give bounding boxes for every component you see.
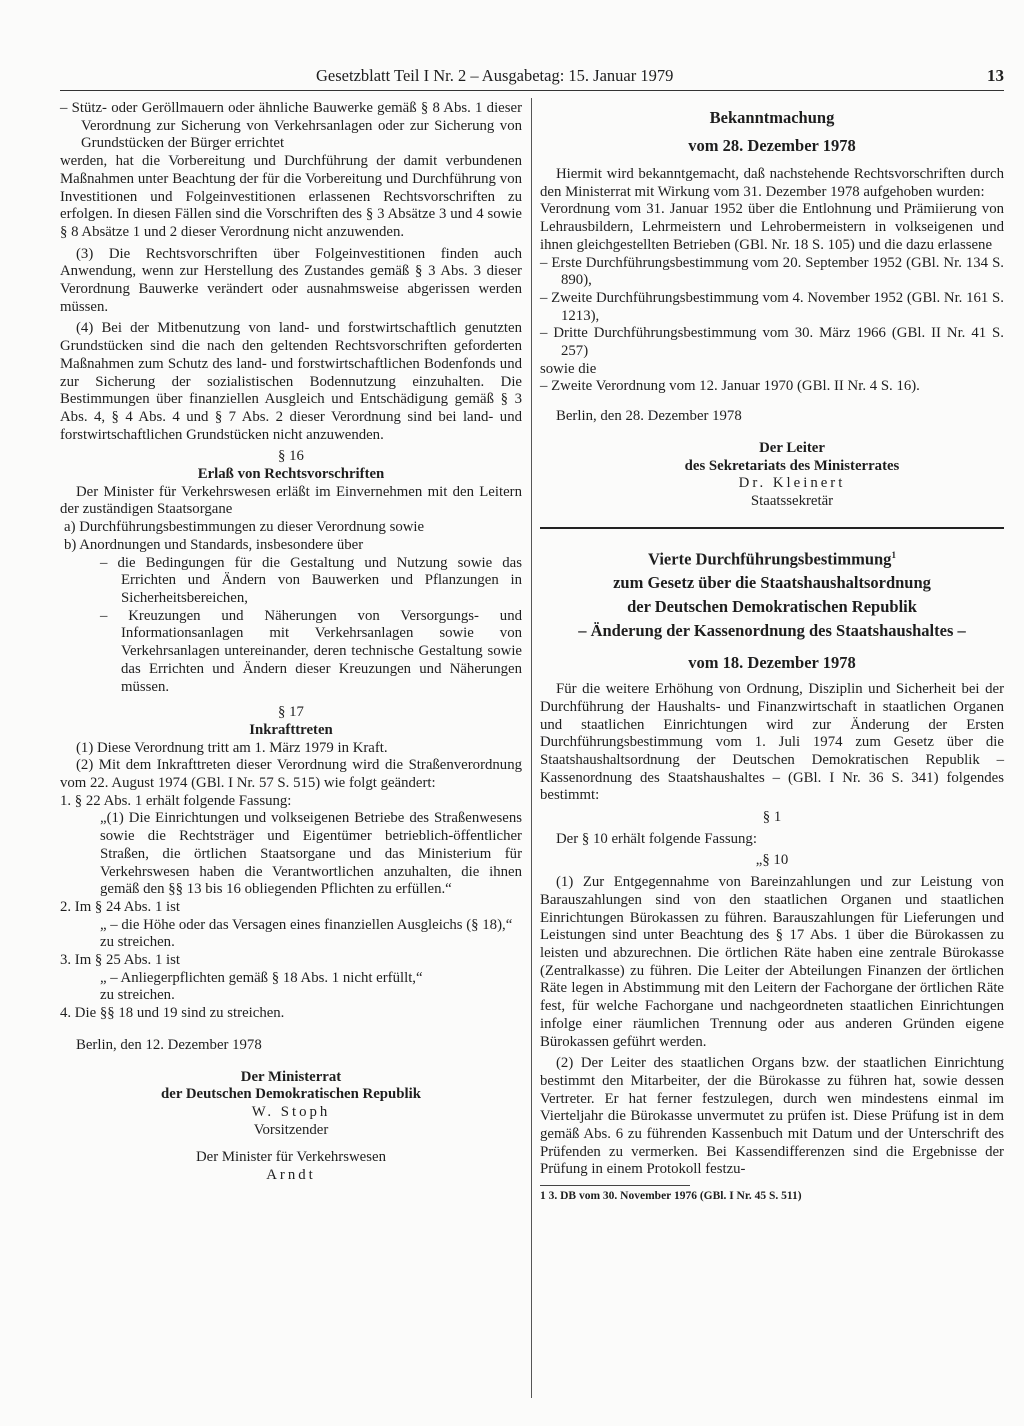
paragraph: (2) Mit dem Inkrafttreten dieser Verordnung wird die Straßenverordnung vom 22. August 1974 (GBl. I Nr. 57 S. 515) wie folgt geändert: (60, 757, 522, 792)
paragraph: Für die weitere Erhöhung von Ordnung, Disziplin und Sicherheit bei der Durchführung der Haushalts- und Finanzwirtschaft in staatlichen Organen und staatlichen Einrichtungen wird zur Änderung der Ersten Durchführungsbestimmung vom 1. Juli 1974 zum Gesetz über die Staatshaushaltsordnung der Deutschen Demokratischen Republik – Kassenordnung des Staatshaushaltes – (GBl. I Nr. 36 S. 341) folgendes bestimmt: (540, 681, 1004, 804)
column-divider (531, 98, 532, 1398)
decree-title: der Deutschen Demokratischen Republik (627, 597, 917, 617)
footnote-rule (540, 1185, 690, 1186)
page-header (0, 66, 1024, 88)
section-title: Inkrafttreten (249, 721, 333, 738)
list-item: 1. § 22 Abs. 1 erhält folgende Fassung: (60, 792, 292, 809)
signature-line: der Deutschen Demokratischen Republik (161, 1086, 421, 1103)
place-date: Berlin, den 12. Dezember 1978 (76, 1036, 262, 1053)
signature-name: Arndt (266, 1167, 316, 1184)
decree-subtitle: – Änderung der Kassenordnung des Staatshaushaltes – (578, 621, 966, 641)
paragraph: Verordnung vom 31. Januar 1952 über die Entlohnung und Prämiierung von Lehrausbildern, Lehrmeistern und Lehrobermeistern in volkseigenen und ihnen gleichgestellten Betrieben (GBl. Nr. 18 S. 105) und die dazu erlassene (540, 201, 1004, 253)
list-item: b) Anordnungen und Standards, insbesondere über (64, 536, 364, 553)
quoted-text: „ – die Höhe oder das Versagen eines finanziellen Ausgleichs (§ 18),“ (100, 916, 513, 933)
list-item: – Erste Durchführungsbestimmung vom 20. September 1952 (GBl. Nr. 134 S. 890), (540, 254, 1004, 289)
paragraph: (2) Der Leiter des staatlichen Organs bzw. der staatlichen Einrichtung bestimmt den Mitarbeiter, der die Bürokasse zu führen hat, sowie dessen Vertreter. Er hat ferner festzulegen, durch wen mindestens einmal im Vierteljahr die Bürokasse unvermutet zu prüfen ist. Diese Prüfung ist in dem gemäß Abs. 6 zu führenden Kassenbuch mit Datum und der Unterschrift des Prüfenden zu vermerken. Bei Kassendifferenzen sind die Ergebnisse der Prüfung in einem Protokoll festzu- (540, 1055, 1004, 1178)
paragraph: Der Minister für Verkehrswesen erläßt im Einvernehmen mit den Leitern der zuständigen Staatsorgane (60, 483, 522, 518)
signature-name: W. Stoph (251, 1103, 331, 1120)
decree-title: Vierte Durchführungsbestimmung$^1$ (648, 549, 896, 569)
list-item: 3. Im § 25 Abs. 1 ist (60, 952, 181, 969)
signature-line: Vorsitzender (253, 1121, 329, 1138)
paragraph: (4) Bei der Mitbenutzung von land- und forstwirtschaftlich genutzten Grundstücken sind die nach den geltenden Rechtsvorschriften geforderten Maßnahmen zum Schutz des land- und forstwirtschaftlichen Bodenfonds und zur Sicherung der sozialistischen Bodennutzung einzuhalten. Die Bestimmungen über finanziellen Ausgleich und Entschädigung gemäß § 3 Abs. 4, § 4 Abs. 4 und § 7 Abs. 2 dieser Verordnung sind bei land- und forstwirtschaftlichen Grundstücken nicht anzuwenden. (60, 320, 522, 443)
paragraph: (1) Diese Verordnung tritt am 1. März 1979 in Kraft. (76, 739, 388, 756)
section-title: Erlaß von Rechtsvorschriften (197, 466, 385, 483)
announcement-date: vom 28. Dezember 1978 (688, 136, 856, 155)
list-item: – Kreuzungen und Näherungen von Versorgungs- und Informationsanlagen mit Verkehrsanlagen sowie von Verkehrsanlagen untereinander, deren technische Gestaltung sowie das Errichten und Ändern dieser Kreuzungen und Näherungen müssen. (100, 607, 522, 695)
list-item: – Zweite Durchführungsbestimmung vom 4. November 1952 (GBl. Nr. 161 S. 1213), (540, 289, 1004, 324)
quoted-text: „(1) Die Einrichtungen und volkseigenen Betriebe des Straßenwesens sowie die Rechtsträger und Eigentümer betrieblich-öffentlicher Straßen, die örtlichen Staatsorgane und das Ministerium für Verkehrswesen haben die Verantwortlichen anzuhalten, die ihnen gemäß den §§ 13 bis 16 obliegenden Pflichten zu erfüllen.“ (100, 810, 522, 898)
signature-line: Der Ministerrat (240, 1068, 342, 1085)
paragraph: (1) Zur Entgegennahme von Bareinzahlungen und zur Leistung von Barauszahlungen sind von den staatlichen Organen und staatlichen Einrichtungen Bürokassen zu führen. Barauszahlungen für Lieferungen und Leistungen sind unter Beachtung des § 17 Abs. 1 über die Bürokassen zu leisten und abzurechnen. Die örtlichen Räte haben eine zentrale Bürokasse (Zentralkasse) zu führen. Die Leiter der Abteilungen Finanzen der örtlichen Räte legen in Abstimmung mit den Leitern der Fachorgane der örtlichen Räte fest, für welche Fachorgane und nachgeordneten staatlichen Einrichtungen infolge einer räumlichen Trennung oder aus anderen Gründen eigene Bürokassen geführt werden. (540, 874, 1004, 1050)
list-item: a) Durchführungsbestimmungen zu dieser Verordnung sowie (64, 519, 425, 536)
footnote-marker: 1 (891, 549, 896, 560)
quoted-text: „ – Anliegerpflichten gemäß § 18 Abs. 1 nicht erfüllt,“ (100, 969, 423, 986)
quoted-text: zu streichen. (100, 934, 175, 951)
signature-line: des Sekretariats des Ministerrates (684, 457, 900, 474)
list-item: – die Bedingungen für die Gestaltung und Nutzung sowie das Errichten und Ändern von Bauwerken und Pflanzungen in Sicherheitsbereichen, (100, 554, 522, 606)
signature-line: Der Minister für Verkehrswesen (196, 1149, 386, 1166)
decree-title: zum Gesetz über die Staatshaushaltsordnung (613, 573, 931, 593)
signature-line: Staatssekretär (750, 492, 834, 509)
list-item: – Zweite Verordnung vom 12. Januar 1970 (GBl. II Nr. 4 S. 16). (540, 378, 920, 395)
section-number: § 1 (762, 809, 782, 826)
quoted-text: zu streichen. (100, 987, 175, 1004)
section-divider (540, 527, 1004, 529)
paragraph: sowie die (540, 360, 597, 377)
list-item: 4. Die §§ 18 und 19 sind zu streichen. (60, 1005, 285, 1022)
signature-name: Dr. Kleinert (738, 475, 846, 492)
paragraph: werden, hat die Vorbereitung und Durchführung der damit verbundenen Maßnahmen unter Beachtung der für die Vorbereitung und Durchführung von Investitionen und Folgeinvestitionen erlassenen Rechtsvorschriften zu erfolgen. In diesen Fällen sind die Vorschriften des § 3 Absätze 3 und 4 sowie § 8 Absätze 1 und 2 dieser Verordnung nicht anzuwenden. (60, 153, 522, 240)
header-title: Gesetzblatt Teil I Nr. 2 – Ausgabetag: 15. Januar 1979 (316, 66, 674, 85)
section-number: „§ 10 (755, 852, 789, 869)
section-number: § 17 (278, 704, 304, 721)
paragraph: Hiermit wird bekanntgemacht, daß nachstehende Rechtsvorschriften durch den Ministerrat mit Wirkung vom 31. Dezember 1978 aufgehoben wurden: (540, 166, 1004, 200)
paragraph: – Stütz- oder Geröllmauern oder ähnliche Bauwerke gemäß § 8 Abs. 1 dieser Verordnung zur Sicherung von Verkehrsanlagen oder zur Sicherung von Grundstücken der Bürger errichtet (60, 100, 522, 152)
list-item: – Dritte Durchführungsbestimmung vom 30. März 1966 (GBl. II Nr. 41 S. 257) (540, 325, 1004, 360)
header-rule (60, 90, 1004, 91)
paragraph: Der § 10 erhält folgende Fassung: (556, 830, 757, 847)
left-column (60, 100, 522, 1185)
footnote: 1 3. DB vom 30. November 1976 (GBl. I Nr. 45 S. 511) (540, 1190, 802, 1203)
right-column (540, 100, 1004, 1206)
decree-date: vom 18. Dezember 1978 (688, 653, 856, 673)
announcement-title: Bekanntmachung (709, 108, 835, 127)
paragraph: (3) Die Rechtsvorschriften über Folgeinvestitionen finden auch Anwendung, wenn zur Herstellung des Zustandes gemäß § 3 Abs. 3 dieser Verordnung Bauwerke verändert oder ausnahmsweise abgerissen werden müssen. (60, 245, 522, 315)
signature-line: Der Leiter (759, 439, 825, 456)
page-number: 13 (987, 66, 1004, 85)
place-date: Berlin, den 28. Dezember 1978 (556, 408, 742, 425)
section-number: § 16 (278, 448, 304, 465)
list-item: 2. Im § 24 Abs. 1 ist (60, 898, 181, 915)
